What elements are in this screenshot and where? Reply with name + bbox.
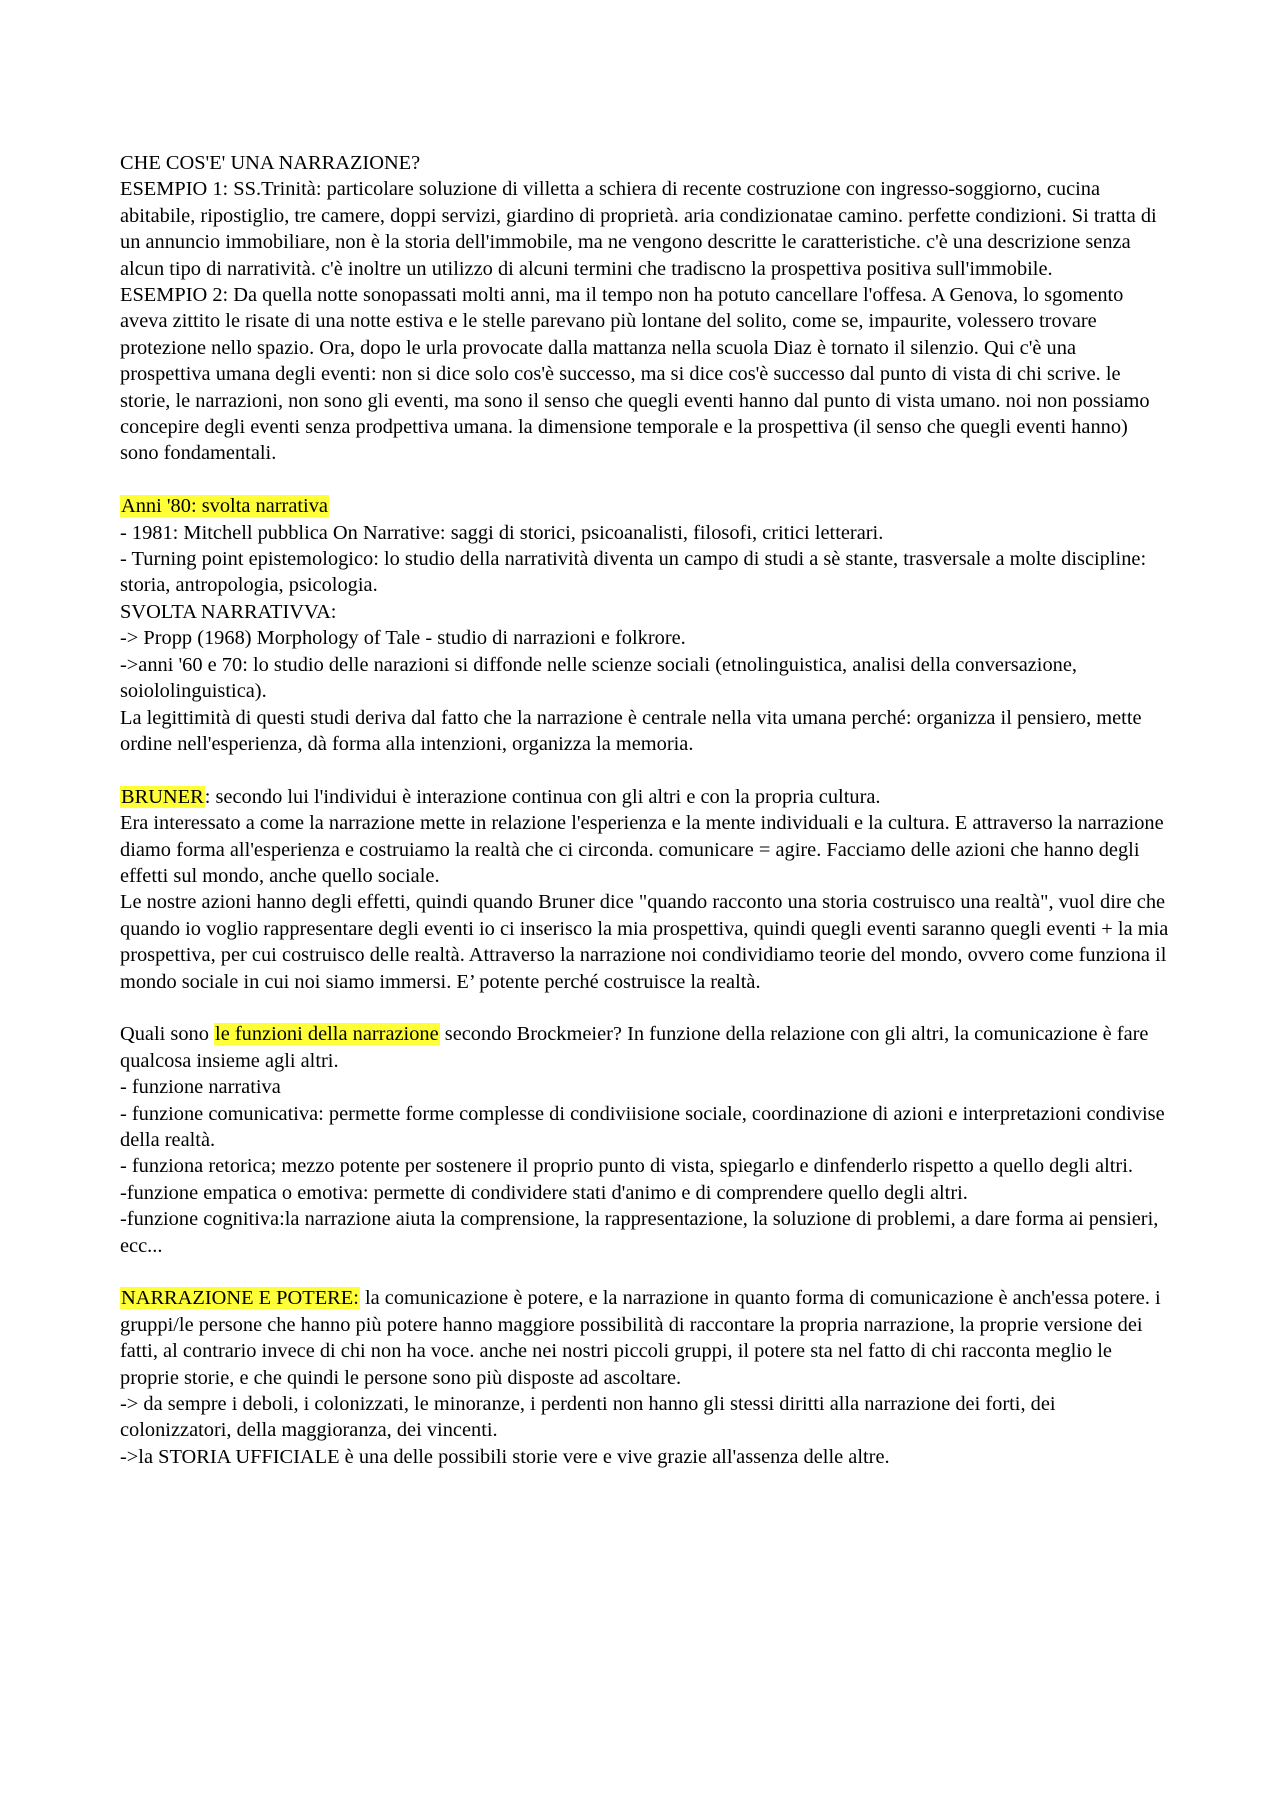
potere-highlight: NARRAZIONE E POTERE: (121, 1287, 359, 1310)
svolta-line-1: - 1981: Mitchell pubblica On Narrative: saggi di storici, psicoanalisti, filosofi, critici letterari. (120, 521, 884, 544)
svolta-heading-line (120, 493, 1170, 519)
paragraph-spacer (120, 467, 1170, 493)
paragraph-spacer (120, 757, 1170, 783)
funzioni-item: -funzione empatica o emotiva: permette di condividere stati d'animo e di comprendere quello degli altri. (120, 1181, 968, 1204)
funzioni-item: - funzione narrativa (120, 1076, 281, 1099)
svolta-line-6: La legittimità di questi studi deriva dal fatto che la narrazione è centrale nella vita umana perché: organizza il pensiero, mette ordine nell'esperienza, dà forma alla intenzioni, organizza la memoria. (120, 706, 1142, 755)
funzioni-intro (120, 1021, 1170, 1074)
svolta-heading-highlight: Anni '80: svolta narrativa (121, 495, 328, 518)
document-body (120, 150, 1170, 1470)
bruner-highlight: BRUNER (121, 785, 204, 808)
svolta-line-2: - Turning point epistemologico: lo studio della narratività diventa un campo di studi a sè stante, trasversale a molte discipline: storia, antropologia, psicologia. (120, 548, 1147, 597)
potere-line-3: ->la STORIA UFFICIALE è una delle possibili storie vere e vive grazie all'assenza delle altre. (120, 1445, 890, 1468)
document-title: CHE COS'E' UNA NARRAZIONE? (120, 152, 421, 174)
paragraph-spacer (120, 1259, 1170, 1285)
potere-text: la comunicazione è potere, e la narrazione in quanto forma di comunicazione è anch'essa potere. i gruppi/le persone che hanno più potere hanno maggiore possibilità di raccontare la propria narrazione, la proprie versione dei fatti, al contrario invece di chi non ha voce. anche nei nostri piccoli gruppi, il potere sta nel fatto di chi racconta meglio le proprie storie, e che quindi le persone sono più disposte ad ascoltare. (120, 1287, 1161, 1389)
funzioni-highlight: le funzioni della narrazione (215, 1023, 439, 1046)
svolta-line-5: ->anni '60 e 70: lo studio delle narazioni si diffonde nelle scienze sociali (etnolinguistica, analisi della conversazione, soiololinguistica). (120, 653, 1077, 703)
bruner-intro-line (120, 784, 1170, 810)
example-2-paragraph: ESEMPIO 2: Da quella notte sonopassati molti anni, ma il tempo non ha potuto cancellare l'offesa. A Genova, lo sgomento aveva zittito le risate di una notte estiva e le stelle parevano più lontane del solito, come se, impaurite, volessero trovare protezione nello spazio. Ora, dopo le urla provocate dalla mattanza nella scuola Diaz è tornato il silenzio. Qui c'è una prospettiva umana degli eventi: non si dice solo cos'è successo, ma si dice cos'è successo dal punto di vista di chi scrive. le storie, le narrazioni, non sono gli eventi, ma sono il senso che quegli eventi hanno dal punto di vista umano. noi non possiamo concepire degli eventi senza prodpettiva umana. la dimensione temporale e la prospettiva (il senso che quegli eventi hanno) sono fondamentali. (120, 284, 1150, 465)
funzioni-item: -funzione cognitiva:la narrazione aiuta la comprensione, la rappresentazione, la soluzione di problemi, a dare forma ai pensieri, ecc... (120, 1208, 1159, 1257)
funzioni-post-text: secondo Brockmeier? In funzione della relazione con gli altri, la comunicazione è fare qualcosa insieme agli altri. (120, 1023, 1149, 1072)
paragraph-spacer (120, 995, 1170, 1021)
bruner-intro-text: : secondo lui l'individui è interazione continua con gli altri e con la propria cultura. (204, 785, 881, 808)
bruner-paragraph-1: Era interessato a come la narrazione mette in relazione l'esperienza e la mente individuali e la cultura. E attraverso la narrazione diamo forma all'esperienza e costruiamo la realtà che ci circonda. comunicare = agire. Facciamo delle azioni che hanno degli effetti sul mondo, anche quello sociale. (120, 812, 1164, 887)
funzioni-item: - funziona retorica; mezzo potente per sostenere il proprio punto di vista, spiegarlo e dinfenderlo rispetto a quello degli altri. (120, 1155, 1133, 1178)
example-1-paragraph: ESEMPIO 1: SS.Trinità: particolare soluzione di villetta a schiera di recente costruzione con ingresso-soggiorno, cucina abitabile, ripostiglio, tre camere, doppi servizi, giardino di proprietà. aria condizionatae camino. perfette condizioni. Si tratta di un annuncio immobiliare, non è la storia dell'immobile, ma ne vengono descritte le caratteristiche. c'è una descrizione senza alcun tipo di narratività. c'è inoltre un utilizzo di alcuni termini che tradiscno la prospettiva positiva sull'immobile. (120, 178, 1157, 280)
potere-paragraph (120, 1285, 1170, 1391)
funzioni-item: - funzione comunicativa: permette forme complesse di condiviisione sociale, coordinazione di azioni e interpretazioni condivise della realtà. (120, 1102, 1165, 1151)
potere-line-2: -> da sempre i deboli, i colonizzati, le minoranze, i perdenti non hanno gli stessi diritti alla narrazione dei forti, dei colonizzatori, della maggioranza, dei vincenti. (120, 1393, 1056, 1442)
svolta-line-4: -> Propp (1968) Morphology of Tale - studio di narrazioni e folkrore. (120, 627, 686, 650)
funzioni-pre-text: Quali sono (120, 1023, 215, 1046)
svolta-line-3: SVOLTA NARRATIVVA: (120, 600, 337, 623)
bruner-paragraph-2: Le nostre azioni hanno degli effetti, quindi quando Bruner dice "quando racconto una storia costruisco una realtà", vuol dire che quando io voglio rappresentare degli eventi io ci inserisco la mia prospettiva, quindi quegli eventi saranno quegli eventi + la mia prospettiva, per cui costruisco delle realtà. Attraverso la narrazione noi condividiamo teorie del mondo, ovvero come funziona il mondo sociale in cui noi siamo immersi. E’ potente perché costruisce la realtà. (120, 891, 1169, 993)
